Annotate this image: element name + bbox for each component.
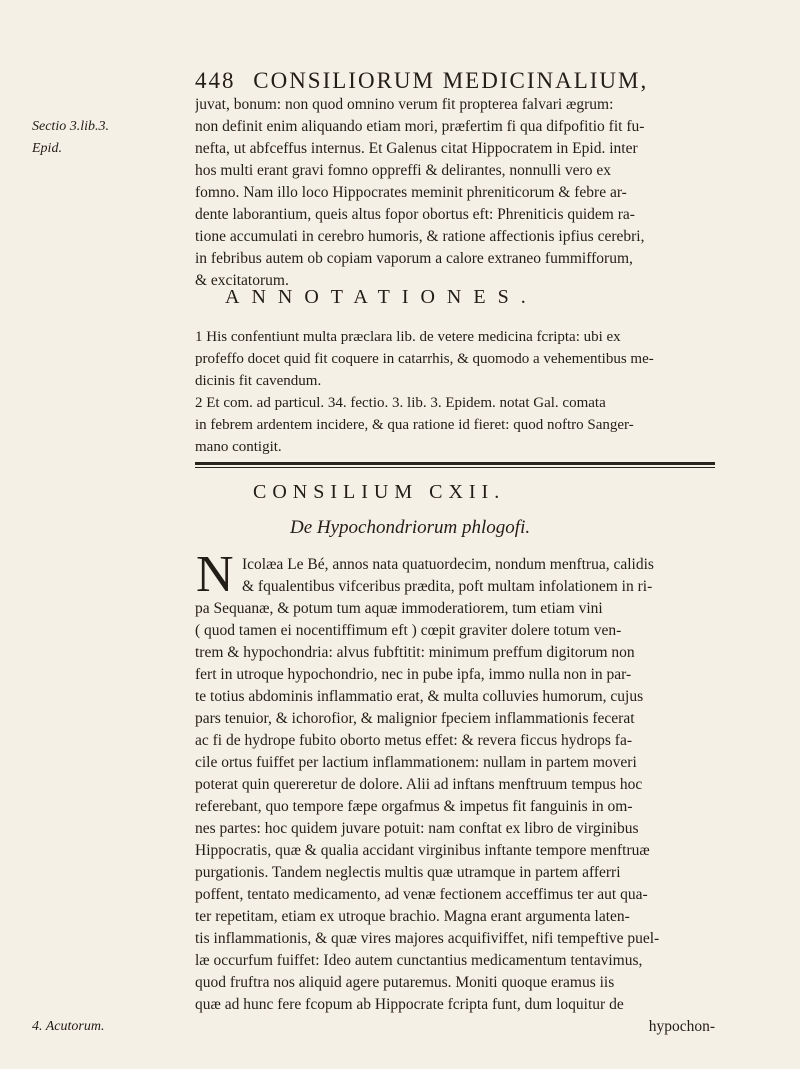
annotation-line: 1 His confentiunt multa præclara lib. de vetere medicina fcripta: ubi ex bbox=[195, 329, 621, 345]
text-line: poffent, tentato medicamento, ad venæ fectionem acceffimus ter aut qua- bbox=[195, 886, 648, 903]
intro-paragraph bbox=[195, 94, 715, 292]
text-line: poterat quin quereretur de dolore. Alii ad inftans menftruum tempus hoc bbox=[195, 776, 643, 793]
annotation-line: in febrem ardentem incidere, & qua ratione id fieret: quod noftro Sanger- bbox=[195, 417, 634, 433]
margin-note-sectio: Sectio 3.lib.3. bbox=[32, 119, 109, 134]
annotations-title: ANNOTATIONES. bbox=[225, 286, 538, 308]
text-line: trem & hypochondria: alvus fubftitit: minimum preffum digitorum non bbox=[195, 644, 635, 661]
text-line: læ occurfum fuiffet: Ideo autem cunctantius medicamentum tentavimus, bbox=[195, 952, 643, 969]
text-line: ter repetitam, etiam ex utroque brachio. Magna erant argumenta laten- bbox=[195, 908, 630, 925]
annotation-line: 2 Et com. ad particul. 34. fectio. 3. lib. 3. Epidem. notat Gal. comata bbox=[195, 395, 606, 411]
consilium-paragraph bbox=[195, 598, 715, 1038]
text-line: fert in utroque hypochondrio, nec in pube ipfa, immo nulla non in par- bbox=[195, 666, 632, 683]
page-number: 448 bbox=[195, 68, 236, 93]
text-line: nefta, ut abfceffus internus. Et Galenus citat Hippocratem in Epid. inter bbox=[195, 140, 638, 157]
text-line: tis inflammationis, & quæ vires majores acquifiviffet, nifi tempeftive puel- bbox=[195, 930, 660, 947]
section-divider-thin bbox=[195, 467, 715, 468]
text-line: & excitatorum. bbox=[195, 272, 289, 289]
text-line: referebant, quo tempore fæpe orgafmus & impetus fit fanguinis in om- bbox=[195, 798, 633, 815]
text-line: purgationis. Tandem neglectis multis quæ utramque in partem afferri bbox=[195, 864, 621, 881]
annotations-block bbox=[195, 326, 715, 458]
text-line: nes partes: hoc quidem juvare potuit: nam conftat ex libro de virginibus bbox=[195, 820, 639, 837]
margin-note-epid: Epid. bbox=[32, 141, 62, 156]
drop-capital: N bbox=[196, 546, 234, 603]
consilium-title: CONSILIUM CXII. bbox=[253, 481, 506, 503]
consilium-subtitle: De Hypochondriorum phlogofi. bbox=[290, 517, 531, 538]
text-line: in febribus autem ob copiam vaporum a calore extraneo fummifforum, bbox=[195, 250, 633, 267]
text-line: fomno. Nam illo loco Hippocrates meminit phreniticorum & febre ar- bbox=[195, 184, 627, 201]
annotation-line: profeffo docet quid fit coquere in catarrhis, & quomodo a vehementibus me- bbox=[195, 351, 654, 367]
annotation-line: dicinis fit cavendum. bbox=[195, 373, 322, 389]
section-divider bbox=[195, 462, 715, 465]
text-line: cile ortus fuiffet per lactium inflammationem: nullam in partem moveri bbox=[195, 754, 637, 771]
running-title: CONSILIORUM MEDICINALIUM, bbox=[253, 68, 649, 93]
margin-note-acutorum: 4. Acutorum. bbox=[32, 1019, 105, 1034]
annotation-line: mano contigit. bbox=[195, 439, 282, 455]
text-line: te totius abdominis inflammatio erat, & multa colluvies humorum, cujus bbox=[195, 688, 644, 705]
text-line: & fqualentibus vifceribus prædita, poft multam infolationem in ri- bbox=[242, 578, 653, 595]
text-line: dente laborantium, queis altus fopor obortus eft: Phreniticis quidem ra- bbox=[195, 206, 635, 223]
text-line: non definit enim aliquando etiam mori, præfertim fi qua difpofitio fit fu- bbox=[195, 118, 645, 135]
text-line: quod fruftra nos aliquid agere putaremus. Moniti quoque eramus iis bbox=[195, 974, 615, 991]
text-line: juvat, bonum: non quod omnino verum fit propterea falvari ægrum: bbox=[195, 96, 614, 113]
text-line: ac fi de hydrope fubito oborto metus effet: & revera ficcus hydrops fa- bbox=[195, 732, 633, 749]
text-line: quæ ad hunc fere fcopum ab Hippocrate fcripta funt, dum loquitur de bbox=[195, 996, 624, 1013]
text-line: hos multi erant gravi fomno oppreffi & delirantes, nonnulli vero ex bbox=[195, 162, 611, 179]
catchword: hypochon- bbox=[648, 1018, 715, 1035]
text-line: pars tenuior, & ichorofior, & malignior fpeciem inflammationis fecerat bbox=[195, 710, 635, 727]
running-header bbox=[195, 68, 715, 94]
text-line: pa Sequanæ, & potum tum aquæ immoderatiorem, tum etiam vini bbox=[195, 600, 603, 617]
text-line: tione accumulati in cerebro humoris, & ratione affectionis ipfius cerebri, bbox=[195, 228, 645, 245]
text-line: Icolæa Le Bé, annos nata quatuordecim, nondum menftrua, calidis bbox=[242, 556, 654, 573]
text-line: ( quod tamen ei nocentiffimum eft ) cœpit graviter dolere totum ven- bbox=[195, 622, 622, 639]
text-line: Hippocratis, quæ & qualia accidant virginibus inftante tempore menftruæ bbox=[195, 842, 650, 859]
consilium-first-lines bbox=[242, 554, 716, 598]
